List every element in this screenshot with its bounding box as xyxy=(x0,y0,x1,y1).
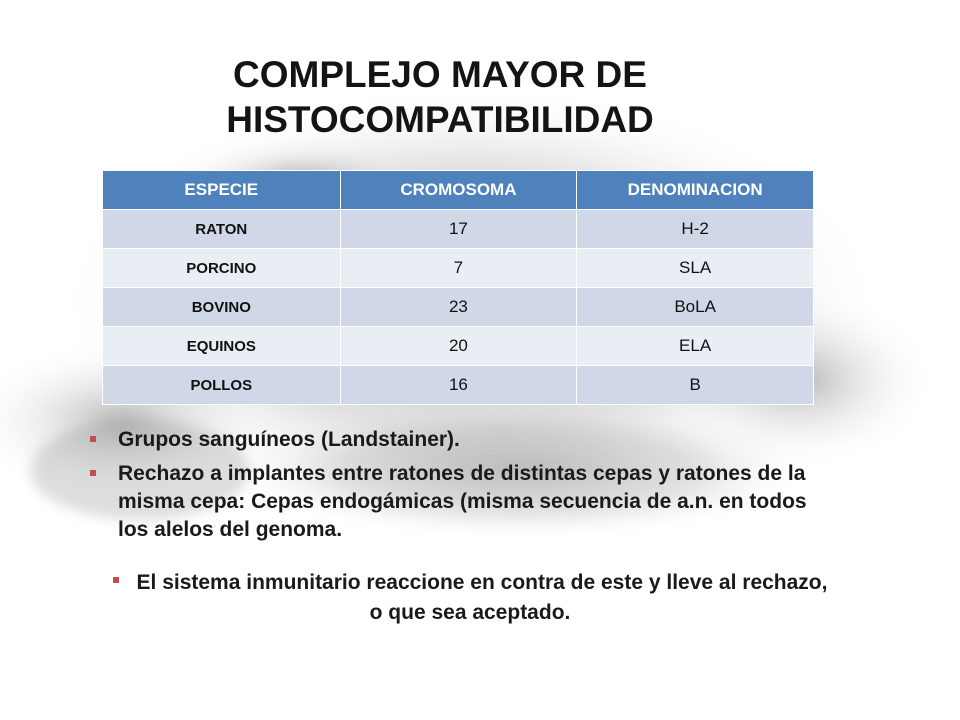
cell-cromosoma: 17 xyxy=(340,210,577,249)
sub-bullet xyxy=(110,568,830,628)
bullet-item xyxy=(82,460,842,544)
bullet-marker-icon xyxy=(90,470,96,476)
cell-denominacion: H-2 xyxy=(577,210,814,249)
cell-cromosoma: 7 xyxy=(340,249,577,288)
cell-cromosoma: 16 xyxy=(340,366,577,405)
header-denominacion: DENOMINACION xyxy=(577,171,814,210)
cell-especie: RATON xyxy=(103,210,341,249)
cell-especie: PORCINO xyxy=(103,249,341,288)
cell-denominacion: SLA xyxy=(577,249,814,288)
bullet-item xyxy=(82,426,842,454)
table-row xyxy=(103,366,814,405)
table-row xyxy=(103,288,814,327)
cell-especie: POLLOS xyxy=(103,366,341,405)
bullet-marker-icon xyxy=(113,577,119,583)
cell-denominacion: ELA xyxy=(577,327,814,366)
mhc-table xyxy=(102,170,814,405)
cell-especie: BOVINO xyxy=(103,288,341,327)
header-especie: ESPECIE xyxy=(103,171,341,210)
bullet-text: Rechazo a implantes entre ratones de distintas cepas y ratones de la misma cepa: Cepas endogámicas (misma secuencia de a.n. en todos los alelos del genoma. xyxy=(118,462,807,541)
cell-denominacion: BoLA xyxy=(577,288,814,327)
cell-cromosoma: 20 xyxy=(340,327,577,366)
cell-especie: EQUINOS xyxy=(103,327,341,366)
cell-denominacion: B xyxy=(577,366,814,405)
bullet-list xyxy=(82,426,842,550)
bullet-text: Grupos sanguíneos (Landstainer). xyxy=(118,428,460,451)
page-title-line2: HISTOCOMPATIBILIDAD xyxy=(226,99,654,140)
header-cromosoma: CROMOSOMA xyxy=(340,171,577,210)
bullet-marker-icon xyxy=(90,436,96,442)
table-row xyxy=(103,327,814,366)
cell-cromosoma: 23 xyxy=(340,288,577,327)
table-row xyxy=(103,249,814,288)
page-title xyxy=(150,52,730,142)
table-row xyxy=(103,210,814,249)
sub-bullet-text: El sistema inmunitario reaccione en contra de este y lleve al rechazo, o que sea aceptado. xyxy=(136,571,828,624)
table-header-row xyxy=(103,171,814,210)
page-title-line1: COMPLEJO MAYOR DE xyxy=(233,54,647,95)
